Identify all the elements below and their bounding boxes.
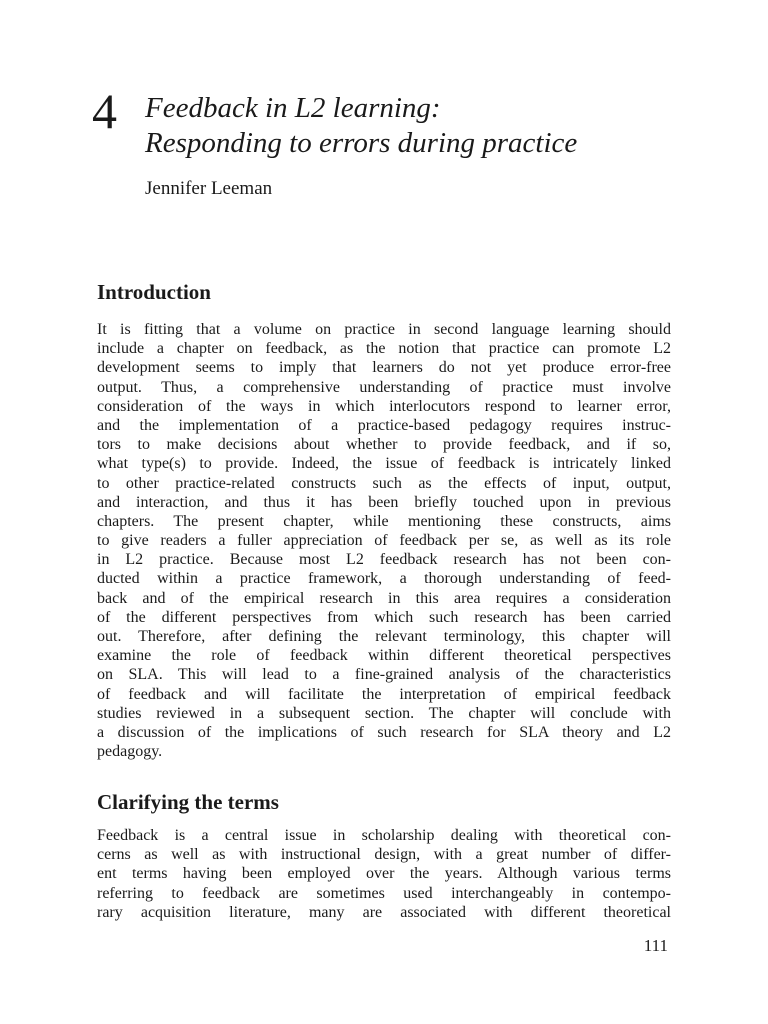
paragraph-line: pedagogy. [97,743,163,761]
paragraph-line: out. Therefore, after defining the relevant terminology, this chapter will [97,628,671,645]
paragraph-line: and the implementation of a practice-based pedagogy requires instruc- [97,416,671,434]
paragraph-line: and interaction, and thus it has been briefly touched upon in previous [97,493,671,511]
chapter-title [145,91,705,161]
paragraph-line: referring to feedback are sometimes used interchangeably in contempo- [97,884,671,902]
chapter-number: 4 [92,83,117,139]
paragraph-line: to give readers a fuller appreciation of feedback per se, as well as its role [97,532,671,550]
paragraph-line: examine the role of feedback within different theoretical perspectives [97,647,671,665]
introduction-paragraph [97,320,671,761]
paragraph-line: development seems to imply that learners do not yet produce error-free [97,359,671,377]
section-heading-introduction: Introduction [97,280,211,304]
paragraph-line: in L2 practice. Because most L2 feedback research has not been con- [97,551,671,569]
paragraph-line: Feedback is a central issue in scholarship dealing with theoretical con- [97,827,671,844]
paragraph-line: studies reviewed in a subsequent section. The chapter will conclude with [97,704,671,722]
paragraph-line: cerns as well as with instructional design, with a great number of differ- [97,846,671,864]
chapter-author: Jennifer Leeman [145,178,273,199]
paragraph-line: on SLA. This will lead to a fine-grained analysis of the characteristics [97,666,671,684]
paragraph-line: It is fitting that a volume on practice in second language learning should [97,321,671,338]
page-number: 111 [643,936,668,955]
paragraph-line: to other practice-related constructs such as the effects of input, output, [97,474,671,492]
paragraph-line: back and of the empirical research in this area requires a consideration [97,589,671,607]
section-heading-clarifying-terms: Clarifying the terms [97,790,279,814]
paragraph-line: tors to make decisions about whether to provide feedback, and if so, [97,436,671,454]
paragraph-line: of the different perspectives from which such research has been carried [97,608,671,626]
paragraph-line: rary acquisition literature, many are associated with different theoretical [97,903,671,921]
clarifying-terms-paragraph [97,826,671,922]
paragraph-line: output. Thus, a comprehensive understanding of practice must involve [97,378,671,396]
paragraph-line: chapters. The present chapter, while mentioning these constructs, aims [97,512,671,530]
chapter-title-line: Responding to errors during practice [145,127,578,159]
paragraph-line: include a chapter on feedback, as the notion that practice can promote L2 [97,340,671,358]
paragraph-line: of feedback and will facilitate the interpretation of empirical feedback [97,685,671,703]
paragraph-line: what type(s) to provide. Indeed, the issue of feedback is intricately linked [97,455,671,473]
paragraph-line: ent terms having been employed over the years. Although various terms [97,865,671,883]
paragraph-line: consideration of the ways in which interlocutors respond to learner error, [97,397,671,415]
paragraph-line: a discussion of the implications of such research for SLA theory and L2 [97,723,671,741]
chapter-title-line: Feedback in L2 learning: [145,92,441,124]
paragraph-line: ducted within a practice framework, a thorough understanding of feed- [97,570,671,588]
